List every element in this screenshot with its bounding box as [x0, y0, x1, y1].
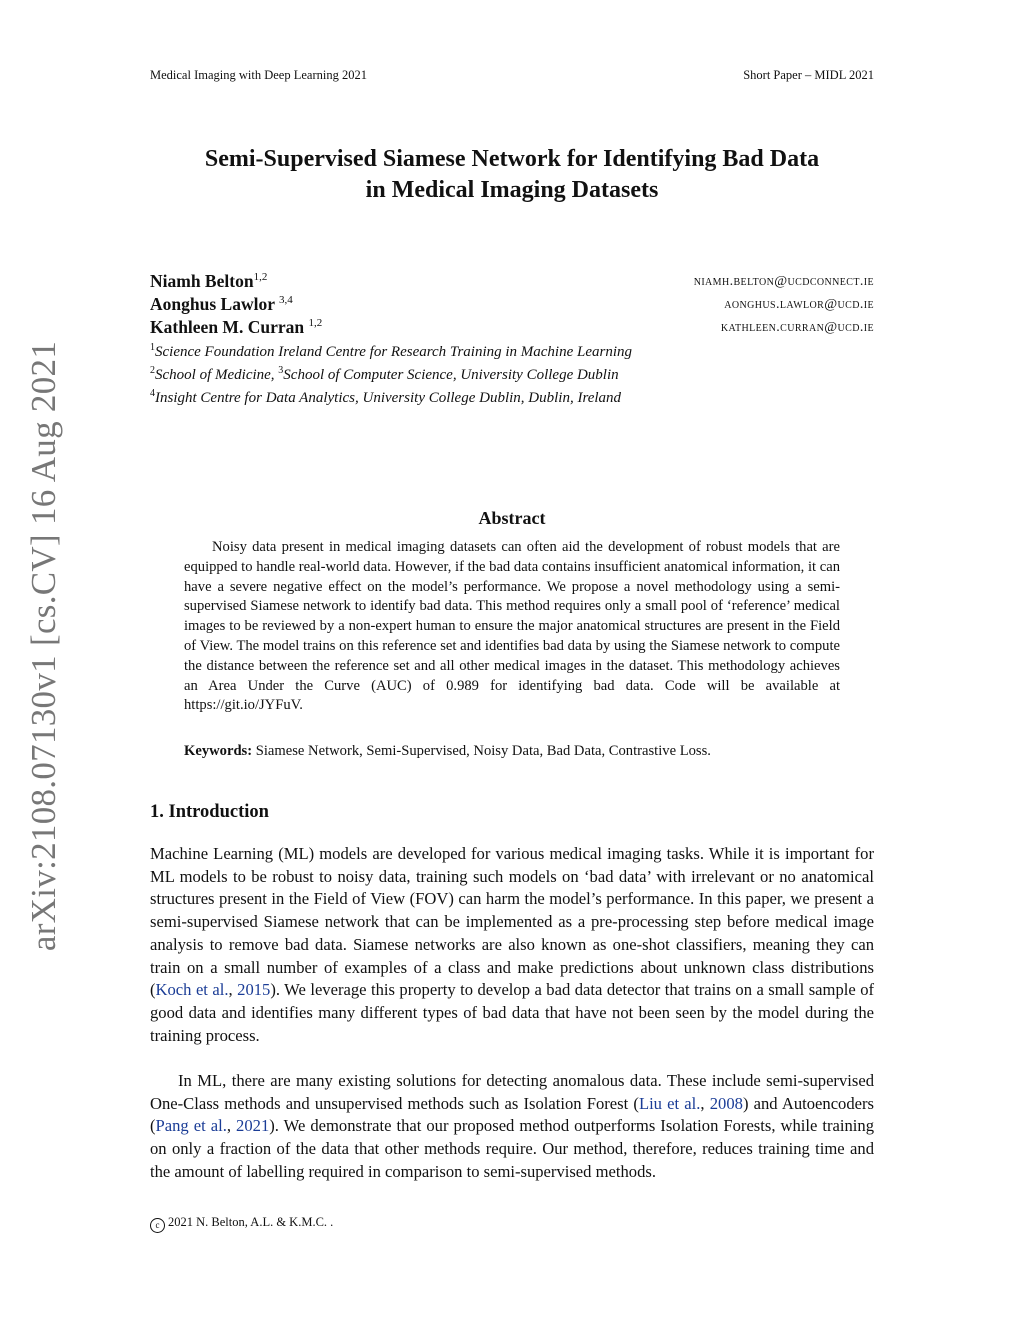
- author-row-2: [150, 294, 874, 316]
- paper-title: [150, 144, 874, 206]
- affiliation-4: $^4$Insight Centre for Data Analytics, University College Dublin, Dublin, Ireland: [150, 388, 622, 406]
- author-name: Kathleen M. Curran $^{1,2}$: [150, 317, 323, 337]
- author-email: aonghus.lawlor@ucd.ie: [724, 297, 874, 312]
- author-email: niamh.belton@ucdconnect.ie: [693, 274, 874, 289]
- affiliation-1: $^1$Science Foundation Ireland Centre for Research Training in Machine Learning: [150, 342, 633, 360]
- author-name: Niamh Belton$^{1,2}$: [150, 271, 268, 291]
- keywords-label: Keywords:: [184, 743, 253, 759]
- copyright-icon: c: [150, 1218, 165, 1233]
- author-name: Aonghus Lawlor $^{3,4}$: [150, 294, 293, 314]
- abstract-heading: Abstract: [478, 508, 546, 528]
- author-email: kathleen.curran@ucd.ie: [720, 320, 874, 335]
- keywords: [184, 743, 840, 760]
- running-header-right: Short Paper – MIDL 2021: [743, 68, 874, 82]
- citation-pang-2021[interactable]: Pang et al.: [155, 1116, 227, 1136]
- intro-paragraph-2: In ML, there are many existing solutions for detecting anomalous data. These include semi-supervised One-Class methods and unsupervised methods such as Isolation Forest (Liu et al., 2008) and Autoencoders (Pang et al., 2021). We demonstrate that our proposed method outperforms Isolation Forests, while training on only a fraction of the data that other methods require. Our method, therefore, reduces training time and the amount of labelling required in comparison to semi-supervised methods.: [150, 1071, 875, 1181]
- citation-year-link[interactable]: 2015: [237, 980, 271, 1000]
- title-line-1: Semi-Supervised Siamese Network for Identifying Bad Data: [204, 146, 820, 172]
- citation-year-link[interactable]: 2008: [709, 1093, 743, 1113]
- citation-liu-2008[interactable]: Liu et al.: [638, 1093, 701, 1113]
- title-line-2: in Medical Imaging Datasets: [365, 177, 659, 203]
- author-row-1: [150, 271, 874, 293]
- author-row-3: [150, 317, 874, 339]
- keywords-list: Siamese Network, Semi-Supervised, Noisy Data, Bad Data, Contrastive Loss.: [255, 743, 711, 759]
- citation-koch-2015[interactable]: Koch et al.: [155, 980, 229, 1000]
- copyright-text: 2021 N. Belton, A.L. & K.M.C. .: [168, 1215, 334, 1229]
- running-header-left: Medical Imaging with Deep Learning 2021: [150, 68, 367, 82]
- citation-year-link[interactable]: 2021: [236, 1116, 270, 1136]
- affiliation-2-3: $^2$School of Medicine, $^3$School of Computer Science, University College Dublin: [150, 365, 619, 383]
- intro-paragraph-1: Machine Learning (ML) models are developed for various medical imaging tasks. While it is important for ML models to be robust to noisy data, training such models on ‘bad data’ with irrelevant or no anatomical structures present in the Field of View (FOV) can harm the model’s performance. In this paper, we present a semi-supervised Siamese network that can be implemented as a pre-processing step before medical image analysis to remove bad data. Siamese networks are also known as one-shot classifiers, meaning they can train on a small number of examples of a class and make predictions about unknown class distributions (Koch et al., 2015). We leverage this property to develop a bad data detector that trains on a small sample of good data and identifies many different types of bad data that have not been seen by the model during the training process.: [150, 844, 875, 1045]
- copyright-notice: [150, 1215, 333, 1233]
- abstract-body: Noisy data present in medical imaging datasets can often aid the development of robust models that are equipped to handle real-world data. However, if the bad data contains insufficient anatomical information, it can have a severe negative effect on the model’s performance. We propose a novel methodology using a semi-supervised Siamese network to identify bad data. This method requires only a small pool of ‘reference’ medical images to be reviewed by a non-expert human to ensure the major anatomical structures are present in the Field of View. The model trains on this reference set and identifies bad data by using the Siamese network to compute the distance between the reference set and all other medical images in the dataset. This methodology achieves an Area Under the Curve (AUC) of 0.989 for identifying bad data. Code will be available at https://git.io/JYFuV.: [184, 539, 840, 714]
- section-heading-introduction: 1. Introduction: [150, 802, 269, 822]
- arxiv-identifier: arXiv:2108.07130v1 [cs.CV] 16 Aug 2021: [24, 340, 63, 952]
